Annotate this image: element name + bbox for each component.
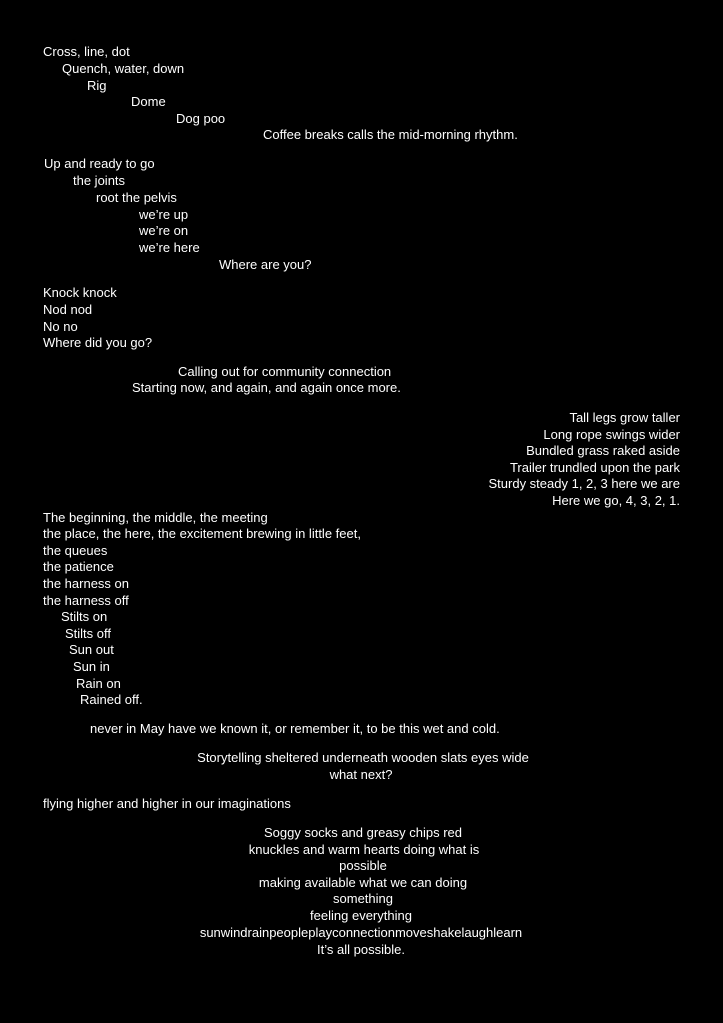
poem-line: what next? xyxy=(329,767,393,782)
poem-line: Dog poo xyxy=(176,111,226,126)
poem-line: never in May have we known it, or remember it, to be this wet and cold. xyxy=(90,721,500,736)
poem-line: Sun out xyxy=(69,642,114,657)
poem-line: Long rope swings wider xyxy=(543,427,680,442)
poem-line: Trailer trundled upon the park xyxy=(509,460,680,475)
poem-line: Rain on xyxy=(76,676,121,691)
poem-line: we’re here xyxy=(139,240,200,255)
poem-line: flying higher and higher in our imaginations xyxy=(43,796,291,811)
poem-line: Bundled grass raked aside xyxy=(526,443,680,458)
poem-line: Soggy socks and greasy chips red xyxy=(264,825,462,840)
poem-line: Calling out for community connection xyxy=(178,364,392,379)
poem-line: knuckles and warm hearts doing what is xyxy=(248,842,480,857)
poem-line: No no xyxy=(43,319,78,334)
poem-line: Cross, line, dot xyxy=(43,44,130,59)
poem-line: Sun in xyxy=(73,659,110,674)
poem-line: Starting now, and again, and again once more. xyxy=(132,380,401,395)
poem-line: sunwindrainpeopleplayconnectionmoveshakelaughlearn xyxy=(199,925,523,940)
poem-line: Coffee breaks calls the mid-morning rhythm. xyxy=(263,127,518,142)
poem-line: we’re on xyxy=(139,223,189,238)
poem-line: Stilts on xyxy=(61,609,108,624)
poem-line: Rig xyxy=(87,78,107,93)
poem-line: the harness on xyxy=(43,576,130,591)
poem-line: we’re up xyxy=(139,207,189,222)
poem-line: Here we go, 4, 3, 2, 1. xyxy=(552,493,680,508)
poem-line: Dome xyxy=(131,94,166,109)
poem-line: Quench, water, down xyxy=(62,61,185,76)
poem-line: the place, the here, the excitement brewing in little feet, xyxy=(43,526,361,541)
poem-line: Knock knock xyxy=(43,285,117,300)
poem-line: Sturdy steady 1, 2, 3 here we are xyxy=(488,476,680,491)
poem-line: the harness off xyxy=(43,593,129,608)
poem-line: The beginning, the middle, the meeting xyxy=(43,510,268,525)
poem-line: Nod nod xyxy=(43,302,93,317)
poem-line: Storytelling sheltered underneath wooden slats eyes wide xyxy=(197,750,529,765)
poem-line: It’s all possible. xyxy=(317,942,405,957)
poem-line: Rained off. xyxy=(80,692,143,707)
poem-line: feeling everything xyxy=(310,908,412,923)
poem-line: Where did you go? xyxy=(43,335,153,350)
poem-line: the queues xyxy=(43,543,108,558)
poem-line: Up and ready to go xyxy=(44,156,155,171)
poem-line: root the pelvis xyxy=(96,190,177,205)
poem-line: Stilts off xyxy=(65,626,112,641)
poem-line: something xyxy=(333,891,393,906)
poem-line: Where are you? xyxy=(219,257,312,272)
poem-line: the joints xyxy=(73,173,126,188)
poem-line: the patience xyxy=(43,559,114,574)
poem-line: possible xyxy=(339,858,387,873)
poem-line: Tall legs grow taller xyxy=(569,410,680,425)
poem-line: making available what we can doing xyxy=(258,875,468,890)
